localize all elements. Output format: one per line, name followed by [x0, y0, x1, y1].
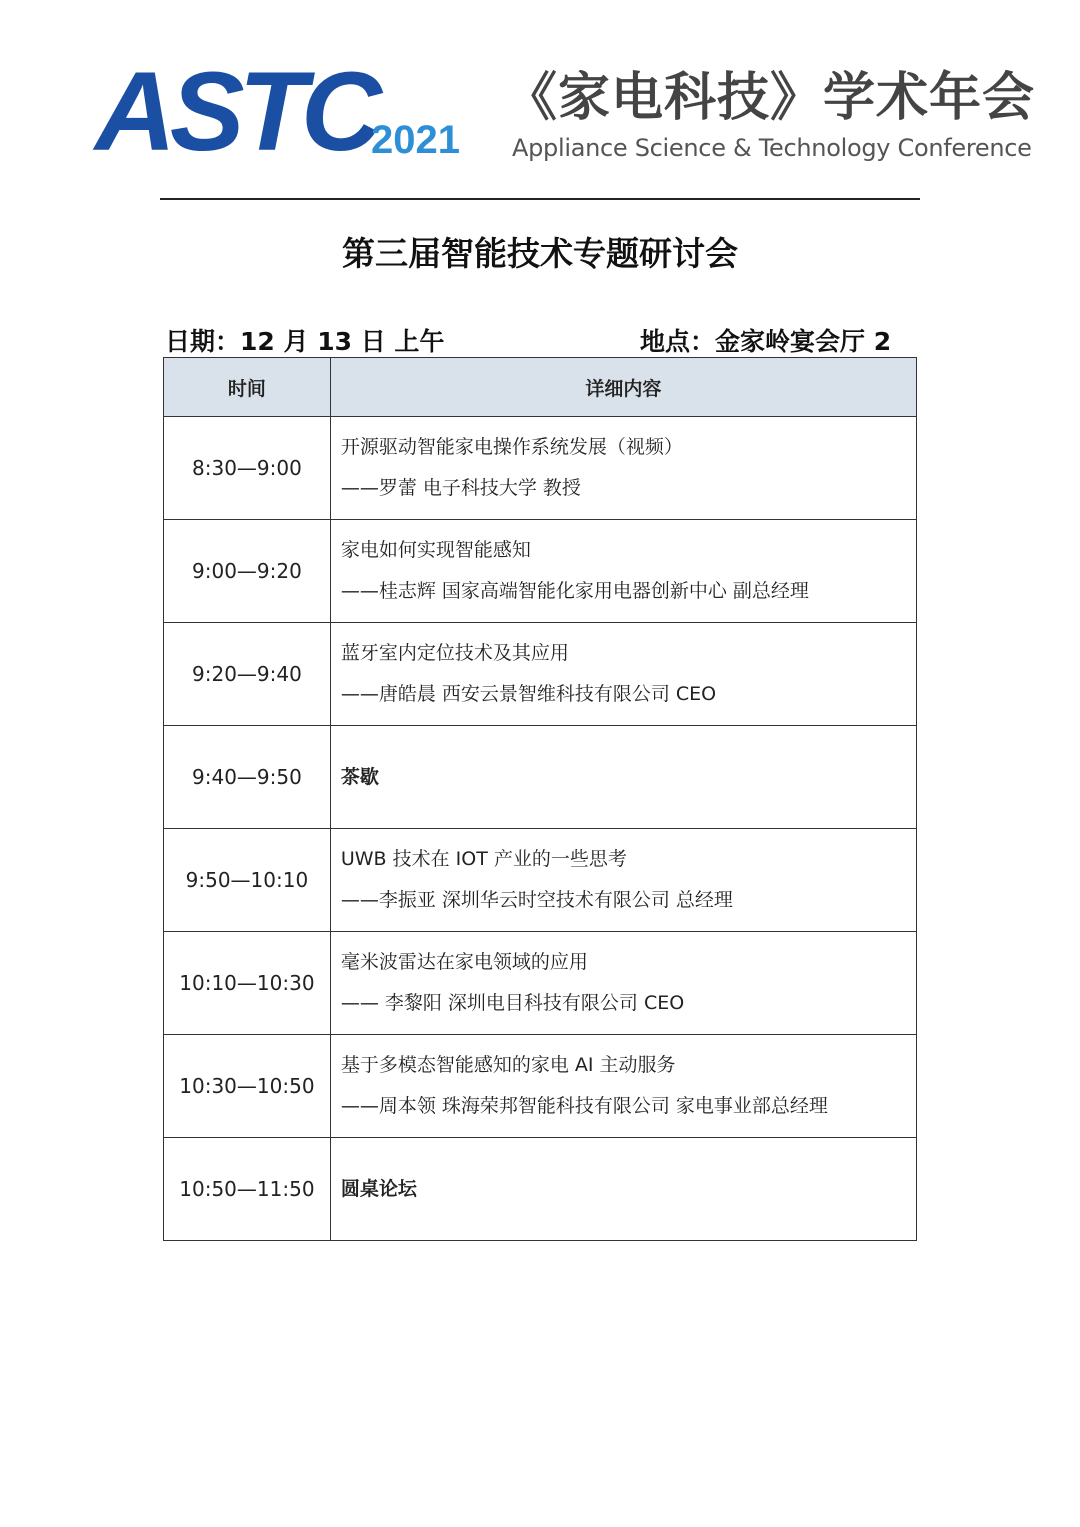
time-cell: 9:50—10:10	[164, 829, 331, 932]
page-title: 第三届智能技术专题研讨会	[342, 234, 738, 273]
topic-title: 茶歇	[340, 765, 379, 788]
page-header	[0, 0, 1080, 200]
detail-cell	[330, 623, 916, 726]
astc-logo	[95, 49, 460, 174]
logo-text: ASTC	[95, 49, 376, 174]
speaker-info: —— 李黎阳 深圳电目科技有限公司 CEO	[340, 992, 685, 1014]
topic-title: UWB 技术在 IOT 产业的一些思考	[340, 848, 627, 871]
detail-cell	[330, 520, 916, 623]
topic-title: 家电如何实现智能感知	[340, 539, 531, 562]
detail-cell	[330, 726, 916, 829]
time-cell: 10:30—10:50	[164, 1035, 331, 1138]
time-cell: 10:50—11:50	[164, 1138, 331, 1241]
table-row	[164, 417, 917, 520]
speaker-info: ——周本领 珠海荣邦智能科技有限公司 家电事业部总经理	[340, 1095, 828, 1117]
conference-name-cn: 《家电科技》学术年会	[505, 68, 1036, 128]
table-row	[164, 932, 917, 1035]
table-row	[164, 726, 917, 829]
time-cell: 10:10—10:30	[164, 932, 331, 1035]
topic-title: 基于多模态智能感知的家电 AI 主动服务	[340, 1054, 676, 1077]
detail-cell	[330, 1138, 916, 1241]
topic-title: 开源驱动智能家电操作系统发展（视频）	[340, 436, 683, 459]
time-cell: 9:00—9:20	[164, 520, 331, 623]
session-location: 地点：金家岭宴会厅 2	[640, 327, 892, 356]
detail-cell	[330, 829, 916, 932]
header-divider	[160, 198, 920, 200]
speaker-info: ——李振亚 深圳华云时空技术有限公司 总经理	[340, 889, 733, 911]
speaker-info: ——桂志辉 国家高端智能化家用电器创新中心 副总经理	[340, 580, 809, 602]
time-cell: 8:30—9:00	[164, 417, 331, 520]
conference-name-en: Appliance Science & Technology Conference	[512, 134, 1032, 162]
speaker-info: ——唐皓晨 西安云景智维科技有限公司 CEO	[340, 683, 717, 705]
detail-cell	[330, 417, 916, 520]
detail-cell	[330, 1035, 916, 1138]
table-row	[164, 623, 917, 726]
schedule-table	[163, 357, 917, 1241]
logo-year: 2021	[371, 118, 460, 162]
time-cell: 9:20—9:40	[164, 623, 331, 726]
topic-title: 蓝牙室内定位技术及其应用	[340, 642, 569, 665]
table-row	[164, 1035, 917, 1138]
table-row	[164, 520, 917, 623]
speaker-info: ——罗蕾 电子科技大学 教授	[340, 477, 581, 499]
column-header-time: 时间	[164, 358, 331, 417]
topic-title: 圆桌论坛	[340, 1177, 417, 1200]
session-date: 日期：12 月 13 日 上午	[165, 327, 445, 356]
time-cell: 9:40—9:50	[164, 726, 331, 829]
column-header-details: 详细内容	[330, 358, 916, 417]
table-row	[164, 829, 917, 932]
detail-cell	[330, 932, 916, 1035]
table-header-row	[164, 358, 917, 417]
table-row	[164, 1138, 917, 1241]
topic-title: 毫米波雷达在家电领域的应用	[340, 951, 588, 974]
